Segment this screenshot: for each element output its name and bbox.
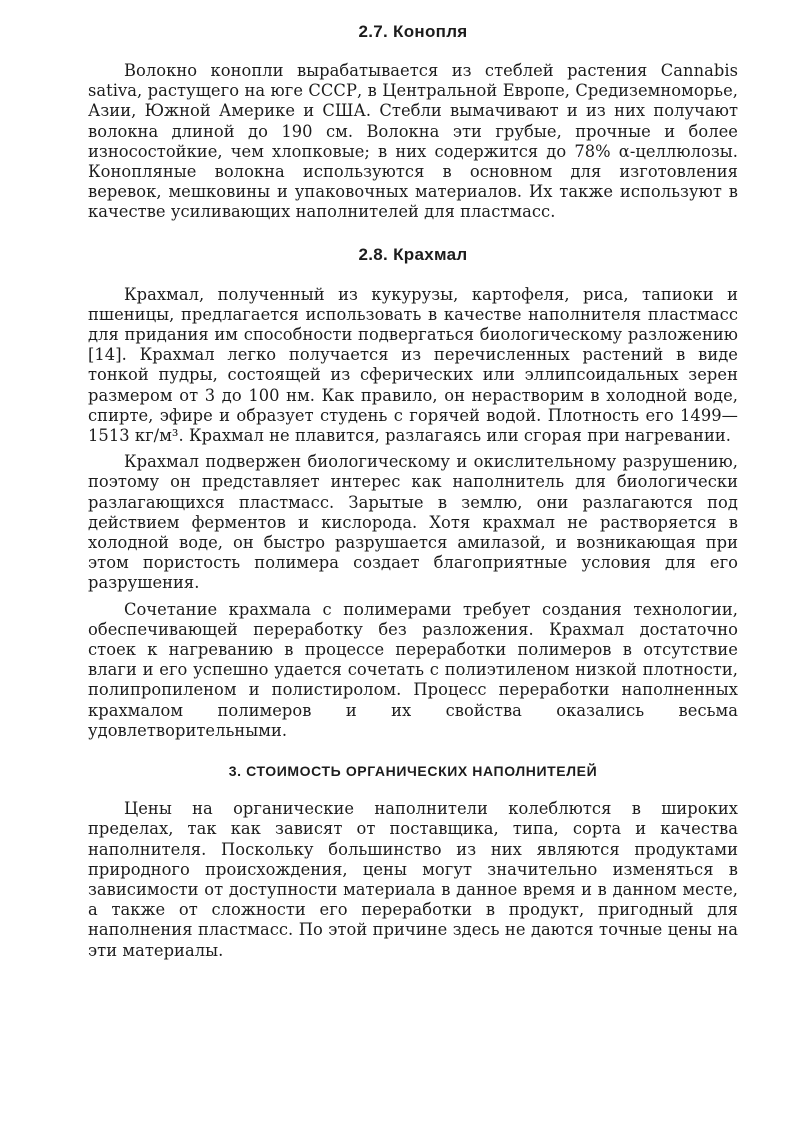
document-page bbox=[88, 22, 738, 961]
section-heading-cost: 3. СТОИМОСТЬ ОРГАНИЧЕСКИХ НАПОЛНИТЕЛЕЙ bbox=[228, 763, 598, 780]
section-heading-hemp: 2.7. Конопля bbox=[358, 22, 468, 41]
paragraph-starch-1: Крахмал, полученный из кукурузы, картофеля, риса, тапиоки и пшеницы, предлагается использовать в качестве наполнителя пластмасс для придания им способности подвергаться биологическому разложению [14]. Крахмал легко получается из перечисленных растений в виде тонкой пудры, состоящей из сферических или эллипсоидальных зерен размером от 3 до 100 нм. Как правило, он нерастворим в холодной воде, спирте, эфире и образует студень с горячей водой. Плотность его 1499—1513 кг/м³. Крахмал не плавится, разлагаясь или сгорая при нагревании. bbox=[88, 284, 738, 446]
section-heading-starch: 2.8. Крахмал bbox=[358, 244, 468, 264]
paragraph-cost: Цены на органические наполнители колеблются в широких пределах, так как зависят от поставщика, типа, сорта и качества наполнителя. Поскольку большинство из них являются продуктами природного происхождения, цены могут значительно изменяться в зависимости от доступности материала в данное время и в данном месте, а также от сложности его переработки в продукт, пригодный для наполнения пластмасс. По этой причине здесь не даются точные цены на эти материалы. bbox=[88, 799, 738, 960]
paragraph-starch-2: Крахмал подвержен биологическому и окислительному разрушению, поэтому он представляет интерес как наполнитель для биологически разлагающихся пластмасс. Зарытые в землю, они разлагаются под действием ферментов и кислорода. Хотя крахмал не растворяется в холодной воде, он быстро разрушается амилазой, и возникающая при этом пористость полимера создает благоприятные условия для его разрушения. bbox=[88, 452, 738, 593]
paragraph-hemp: Волокно конопли вырабатывается из стеблей растения Cannabis sativa, растущего на юге СССР, в Центральной Европе, Средиземноморье, Азии, Южной Америке и США. Стебли вымачивают и из них получают волокна длиной до 190 см. Волокна эти грубые, прочные и более износостойкие, чем хлопковые; в них содержится до 78% α-целлюлозы. Конопляные волокна используются в основном для изготовления веревок, мешковины и упаковочных материалов. Их также используют в качестве усиливающих наполнителей для пластмасс. bbox=[88, 61, 738, 222]
paragraph-starch-3: Сочетание крахмала с полимерами требует создания технологии, обеспечивающей переработку без разложения. Крахмал достаточно стоек к нагреванию в процессе переработки полимеров в отсутствие влаги и его успешно удается сочетать с полиэтиленом низкой плотности, полипропиленом и полистиролом. Процесс переработки наполненных крахмалом полимеров и их свойства оказались весьма удовлетворительными. bbox=[88, 599, 738, 740]
